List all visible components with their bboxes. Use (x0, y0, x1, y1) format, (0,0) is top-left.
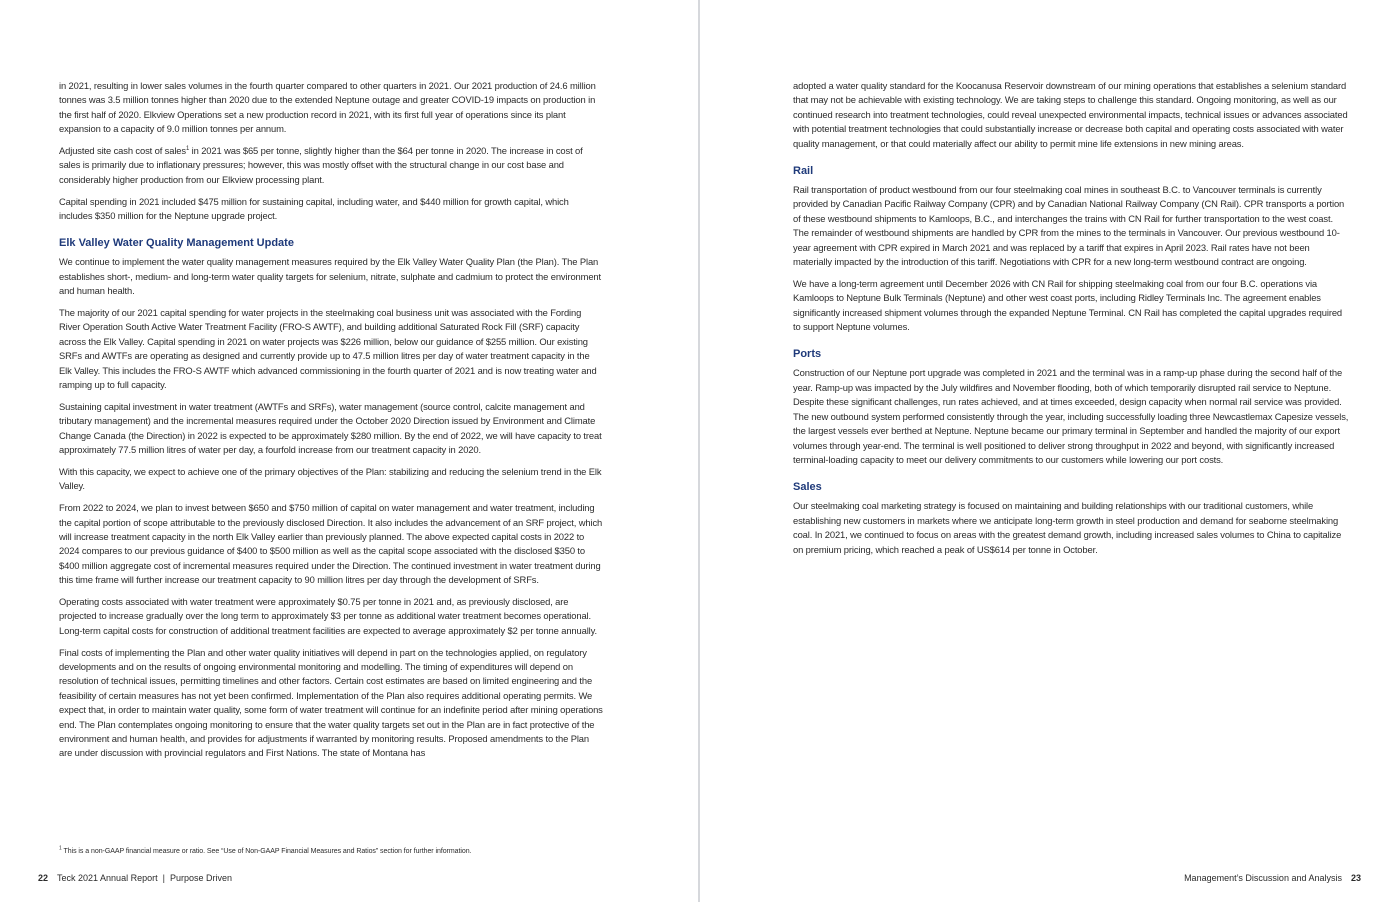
left-text-column (59, 79, 604, 768)
paragraph: We continue to implement the water quality management measures required by the Elk Valley Water Quality Plan (the Plan). The Plan establishes short-, medium- and long-term water quality targets for selenium, nitrate, sulphate and cadmium to protect the environment and human health. (59, 256, 602, 297)
page-number: 22 (38, 873, 49, 883)
right-page (700, 0, 1395, 902)
paragraph: Final costs of implementing the Plan and other water quality initiatives will depend in part on the technologies applied, on regulatory developments and on the results of ongoing environmental monitoring and modelling. The timing of expenditures will depend on resolution of technical issues, permitting timelines and other factors. Certain cost estimates are based on limited engineering and the feasibility of certain measures has not yet been confirmed. Implementation of the Plan also requires additional operating permits. We expect that, in order to maintain water quality, some form of water treatment will continue for an indefinite period after mining operations end. The Plan contemplates ongoing monitoring to ensure that the water quality targets set out in the Plan are in fact protective of the environment and human health, and provides for adjustments if warranted by monitoring results. Proposed amendments to the Plan are under discussion with provincial regulators and First Nations. The state of Montana has (59, 646, 603, 759)
paragraph: Construction of our Neptune port upgrade was completed in 2021 and the terminal was in a ramp-up phase during the second half of the year. Ramp-up was impacted by the July wildfires and November flooding, both of which temporarily disrupted rail service to Neptune. Despite these significant challenges, run rates achieved, and at times exceeded, design capacity when normal rail service was provided. The new outbound system performed consistently through the year, including successfully loading three Newcastlemax Capesize vessels, the largest vessels ever berthed at Neptune. Neptune became our primary terminal in September and handled the majority of our export volumes through year-end. The terminal is well positioned to deliver strong throughput in 2022 and beyond, with significantly increased terminal-loading capacity to meet our delivery commitments to our customers while lowering our port costs. (793, 367, 1349, 465)
footer-separator: | (162, 873, 165, 883)
right-text-column (793, 79, 1349, 564)
adjusted-cost-text-end: in 2021 was $65 per tonne, slightly higher than the $64 per tonne in 2020. The increase in cost of sales is primarily due to inflationary pressures; however, this was mostly offset with the structural change in our cost base and considerably higher production from our Elkview processing plant. (59, 145, 583, 185)
section-heading-rail: Rail (793, 165, 814, 178)
paragraph: The majority of our 2021 capital spending for water projects in the steelmaking coal business unit was associated with the Fording River Operation South Active Water Treatment Facility (FRO-S AWTF), and building additional Saturated Rock Fill (SRF) capacity across the Elk Valley. Capital spending in 2021 on water projects was $226 million, below our guidance of $255 million. Our existing SRFs and AWTFs are operating as designed and currently provide up to 47.5 million litres per day of water treatment capacity in the Elk Valley. This includes the FRO-S AWTF which advanced commissioning in the fourth quarter of 2021 and is now treating water and ramping up to full capacity. (59, 307, 597, 391)
adjusted-cost-paragraph (59, 144, 604, 187)
page-footer-left (38, 872, 232, 884)
paragraph: adopted a water quality standard for the Koocanusa Reservoir downstream of our mining operations that establishes a selenium standard that may not be achievable with existing technology. We are taking steps to challenge this standard. Ongoing monitoring, as well as our continued research into treatment technologies, could reveal unexpected environmental impacts, technical issues or advances associated with potential treatment technologies that could substantially increase or decrease both capital and operating costs associated with water quality management, or that could materially affect our ability to permit mine life extensions in new mining areas. (793, 80, 1348, 149)
paragraph: With this capacity, we expect to achieve one of the primary objectives of the Plan: stabilizing and reducing the selenium trend in the Elk Valley. (59, 465, 602, 492)
footnote (59, 847, 619, 857)
paragraph: in 2021, resulting in lower sales volumes in the fourth quarter compared to other quarters in 2021. Our 2021 production of 24.6 million tonnes was 3.5 million tonnes higher than 2020 due to the extended Neptune outage and greater COVID-19 impacts on production in the first half of 2020. Elkview Operations set a new production record in 2021, with its first full year of operations since its plant expansion to a capacity of 9.0 million tonnes per annum. (59, 80, 596, 135)
section-title: Management’s Discussion and Analysis (1184, 873, 1342, 883)
adjusted-cost-text-start: Adjusted site cash cost of sales (59, 145, 186, 157)
footnote-marker: 1 (59, 845, 62, 852)
paragraph: From 2022 to 2024, we plan to invest between $650 and $750 million of capital on water management and water treatment, including the capital portion of scope attributable to the previously disclosed Direction. It also includes the advancement of an SRF project, which will increase treatment capacity in the north Elk Valley earlier than previously planned. The above expected capital costs in 2022 to 2024 compares to our previous guidance of $400 to $500 million as well as the capital scope associated with the disclosed $350 to $400 million aggregate cost of incremental measures required under the Direction. The continued investment in water treatment during this time frame will further increase our treatment capacity to 90 million litres per day through the development of SRFs. (59, 502, 603, 586)
footnote-text: This is a non-GAAP financial measure or ratio. See “Use of Non-GAAP Financial Measures and Ratios” section for further information. (61, 848, 472, 855)
paragraph: Rail transportation of product westbound from our four steelmaking coal mines in southeast B.C. to Vancouver terminals is currently provided by Canadian Pacific Railway Company (CPR) and by Canadian National Railway Company (CN Rail). CPR transports a portion of these westbound shipments to Kamloops, B.C., and interchanges the trains with CN Rail for further transportation to the west coast. The remainder of westbound shipments are handled by CPR from the mines to the terminals in Vancouver. Our previous westbound 10-year agreement with CPR expired in March 2021 and was replaced by a tariff that expires in April 2023. Rail rates have not been materially impacted by the introduction of this tariff. Negotiations with CPR for a new long-term westbound contract are ongoing. (793, 184, 1345, 268)
page-number: 23 (1350, 873, 1361, 883)
paragraph: We have a long-term agreement until December 2026 with CN Rail for shipping steelmaking coal from our four B.C. operations via Kamloops to Neptune Bulk Terminals (Neptune) and other west coast ports, including Ridley Terminals Inc. The agreement enables significantly increased shipment volumes through the expanded Neptune Terminal. CN Rail has completed the capital upgrades required to support Neptune volumes. (793, 277, 1343, 333)
report-tagline: Purpose Driven (169, 873, 232, 883)
paragraph: Sustaining capital investment in water treatment (AWTFs and SRFs), water management (source control, calcite management and tributary management) and the incremental measures required under the October 2020 Direction issued by Environment and Climate Change Canada (the Direction) in 2022 is expected to be approximately $280 million. By the end of 2022, we will have capacity to treat approximately 77.5 million litres of water per day, a fourfold increase from our treatment capacity in 2020. (59, 400, 602, 456)
paragraph: Operating costs associated with water treatment were approximately $0.75 per tonne in 2021 and, as previously disclosed, are projected to increase gradually over the long term to approximately $3 per tonne as additional water treatment becomes operational. Long-term capital costs for construction of additional treatment facilities are expected to average approximately $2 per tonne annually. (59, 595, 597, 636)
section-heading: Elk Valley Water Quality Management Update (59, 237, 294, 250)
paragraph: Capital spending in 2021 included $475 million for sustaining capital, including water, and $440 million for growth capital, which includes $350 million for the Neptune upgrade project. (59, 195, 569, 222)
section-heading-sales: Sales (793, 481, 822, 494)
footnote-marker: 1 (185, 145, 190, 152)
section-heading-ports: Ports (793, 348, 822, 361)
report-title: Teck 2021 Annual Report (57, 873, 158, 883)
page-footer-right (1184, 872, 1361, 884)
paragraph: Our steelmaking coal marketing strategy is focused on maintaining and building relationships with our traditional customers, while establishing new customers in markets where we anticipate long-term growth in steel production and demand for seaborne steelmaking coal. In 2021, we continued to focus on areas with the greatest demand growth, including increased sales volumes to China to capitalize on premium pricing, which reached a peak of US$614 per tonne in October. (793, 500, 1342, 555)
